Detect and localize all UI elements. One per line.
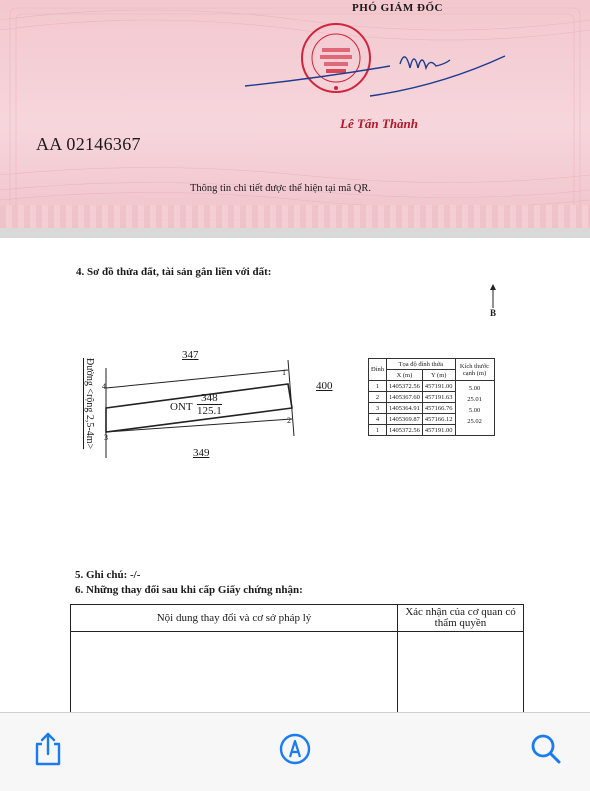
edge-2-3: 25.01 (455, 392, 494, 403)
cell: 1405372.56 (387, 425, 423, 436)
cell: 1405367.60 (387, 392, 423, 403)
search-icon (530, 733, 562, 765)
certificate-serial: AA 02146367 (36, 134, 141, 154)
parcel-east-label: 400 (316, 380, 333, 392)
share-button[interactable] (30, 731, 66, 767)
bottom-toolbar (0, 712, 590, 791)
table-row (369, 425, 495, 436)
vertex-2-label: 2 (287, 416, 291, 425)
table-row (71, 632, 524, 715)
cell: 457166.12 (422, 414, 455, 425)
vertex-4-label: 4 (102, 382, 106, 391)
table-row (369, 381, 495, 392)
land-use-code: ONT (170, 401, 193, 413)
page-separator (0, 228, 590, 238)
cell (398, 632, 524, 715)
cell: 2 (369, 392, 387, 403)
parcel-north-label: 347 (182, 349, 199, 361)
cell: 1 (369, 425, 387, 436)
decorative-band (0, 205, 590, 228)
cell: 1405369.87 (387, 414, 423, 425)
north-arrow-icon (487, 284, 499, 318)
header-group: Tọa độ đỉnh thửa (387, 359, 456, 370)
section-5-note: 5. Ghi chú: -/- (75, 569, 141, 581)
north-label: B (490, 308, 497, 318)
vertex-3-label: 3 (104, 433, 108, 442)
table-row (369, 414, 495, 425)
section-4-title: 4. Sơ đồ thửa đất, tài sản gắn liền với đất: (76, 266, 272, 278)
cell: 4 (369, 414, 387, 425)
vertex-1-label: 1 (282, 368, 286, 377)
signature-icon (240, 38, 510, 118)
parcel-number: 348 (197, 392, 222, 405)
document-page (0, 238, 590, 712)
cell: 1405364.91 (387, 403, 423, 414)
changes-col-content: Nội dung thay đổi và cơ sở pháp lý (71, 605, 398, 632)
markup-button[interactable] (277, 731, 313, 767)
section-6-title: 6. Những thay đổi sau khi cấp Giấy chứng nhận: (75, 584, 303, 596)
position-title: PHÓ GIÁM ĐỐC (352, 2, 443, 14)
north-boundary-line (106, 370, 288, 388)
certificate-top (0, 0, 590, 228)
col-x: X (m) (387, 370, 423, 381)
table-row (369, 403, 495, 414)
edge-1-2: 5.00 (455, 381, 494, 392)
south-boundary-line (106, 419, 292, 432)
parcel-south-label: 349 (193, 447, 210, 459)
parcel-area: 125.1 (197, 405, 222, 417)
cell (455, 425, 494, 436)
land-use-fraction (197, 392, 222, 417)
header-dims: Kích thước cạnh (m) (455, 359, 494, 381)
cell: 1 (369, 381, 387, 392)
cell: 1405372.56 (387, 381, 423, 392)
cell: 457166.76 (422, 403, 455, 414)
search-button[interactable] (528, 731, 564, 767)
edge-3-4: 5.00 (455, 403, 494, 414)
cell: 457191.63 (422, 392, 455, 403)
road-label: Đường <rộng 2,5-4m> (84, 358, 95, 450)
qr-note: Thông tin chi tiết được thể hiện tại mã QR. (190, 183, 371, 194)
markup-icon (278, 732, 312, 766)
cell (71, 632, 398, 715)
cell: 457191.00 (422, 381, 455, 392)
edge-4-1: 25.02 (455, 414, 494, 425)
share-icon (33, 732, 63, 766)
cell: 457191.00 (422, 425, 455, 436)
changes-col-confirmation: Xác nhận của cơ quan có thẩm quyền (398, 605, 524, 632)
signer-name: Lê Tấn Thành (340, 116, 419, 131)
col-y: Y (m) (422, 370, 455, 381)
cell: 3 (369, 403, 387, 414)
coordinate-table (368, 358, 495, 436)
table-row (369, 392, 495, 403)
col-vertex: Đỉnh (369, 359, 387, 381)
changes-table (70, 604, 524, 715)
